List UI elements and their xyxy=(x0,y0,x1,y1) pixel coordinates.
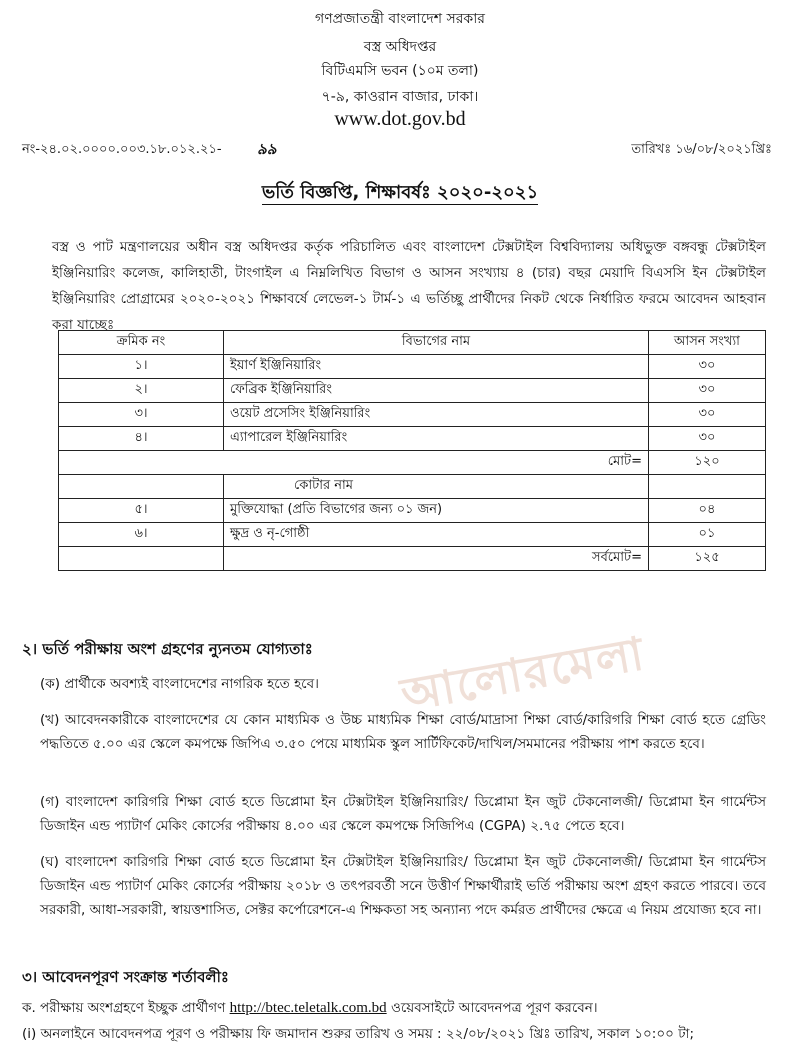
department-name: বস্ত্র অধিদপ্তর xyxy=(363,39,437,55)
table-row xyxy=(59,523,766,547)
row-serial: ৬। xyxy=(59,523,224,547)
row-seats: ৩০ xyxy=(649,355,766,379)
row-department: এ্যাপারেল ইঞ্জিনিয়ারিং xyxy=(224,427,649,451)
row-department: ইয়ার্ণ ইঞ্জিনিয়ারিং xyxy=(224,355,649,379)
header-department: বিভাগের নাম xyxy=(224,331,649,355)
row-serial: ৫। xyxy=(59,499,224,523)
section3-heading: ৩। আবেদনপূরণ সংক্রান্ত শর্তাবলীঃ xyxy=(22,968,229,986)
table-row xyxy=(59,403,766,427)
condition-ka-text: ক. পরীক্ষায় অংশগ্রহণে ইচ্ছুক প্রার্থীগণ xyxy=(22,1000,226,1016)
row-department: ফেব্রিক ইঞ্জিনিয়ারিং xyxy=(224,379,649,403)
office-building: বিটিএমসি ভবন (১০ম তলা) xyxy=(321,63,479,79)
condition-ka xyxy=(22,996,772,1020)
row-department: মুক্তিযোদ্ধা (প্রতি বিভাগের জন্য ০১ জন) xyxy=(224,499,649,523)
reference-number: নং-২৪.০২.০০০০.০০৩.১৮.০১২.২১- xyxy=(22,142,222,157)
grand-total-label: সর্বমোট= xyxy=(224,547,649,571)
table-row xyxy=(59,427,766,451)
table-header-row xyxy=(59,331,766,355)
quota-header-row xyxy=(59,475,766,499)
grand-total-value: ১২৫ xyxy=(649,547,766,571)
eligibility-ga: (গ) বাংলাদেশ কারিগরি শিক্ষা বোর্ড হতে ডিপ্লোমা ইন টেক্সটাইল ইঞ্জিনিয়ারিং/ ডিপ্লোমা ইন জুট টেকনোলজী/ ডিপ্লোমা ইন গার্মেন্টস ডিজাইন এন্ড প্যাটার্ণ মেকিং কোর্সের পরীক্ষায় ৪.০০ এর স্কেলে কমপক্ষে সিজিপিএ (CGPA) ২.৭৫ পেতে হবে। xyxy=(40,794,766,834)
row-seats: ০৪ xyxy=(649,499,766,523)
teletalk-link[interactable]: http://btec.teletalk.com.bd xyxy=(229,1000,387,1016)
subtotal-label: মোট= xyxy=(59,451,649,475)
table-row xyxy=(59,355,766,379)
row-department: ক্ষুদ্র ও নৃ-গোষ্ঠী xyxy=(224,523,649,547)
watermark-stamp: আলোরমেলা xyxy=(396,625,650,722)
gov-name: গণপ্রজাতন্ত্রী বাংলাদেশ সরকার xyxy=(315,11,485,27)
notice-title: ভর্তি বিজ্ঞপ্তি, শিক্ষাবর্ষঃ ২০২০-২০২১ xyxy=(261,182,539,203)
reference-signature: ৯৯ xyxy=(257,140,277,158)
row-seats: ৩০ xyxy=(649,427,766,451)
subtotal-value: ১২০ xyxy=(649,451,766,475)
row-serial: ২। xyxy=(59,379,224,403)
eligibility-kha: (খ) আবেদনকারীকে বাংলাদেশের যে কোন মাধ্যমিক ও উচ্চ মাধ্যমিক শিক্ষা বোর্ড/মাদ্রাসা শিক্ষা বোর্ড/কারিগরি শিক্ষা বোর্ড হতে গ্রেডিং পদ্ধতিতে ৫.০০ এর স্কেলে কমপক্ষে জিপিএ ৩.৫০ পেয়ে মাধ্যমিক স্কুল সার্টিফিকেট/দাখিল/সমমানের পরীক্ষায় পাশ করতে হবে। xyxy=(40,712,766,752)
website-url: www.dot.gov.bd xyxy=(334,108,466,130)
header-serial: ক্রমিক নং xyxy=(59,331,224,355)
seat-table xyxy=(58,330,766,571)
row-serial: ৪। xyxy=(59,427,224,451)
row-serial: ৩। xyxy=(59,403,224,427)
condition-ka-suffix: ওয়েবসাইটে আবেদনপত্র পূরণ করবেন। xyxy=(390,1000,598,1016)
row-serial: ১। xyxy=(59,355,224,379)
row-seats: ৩০ xyxy=(649,379,766,403)
office-address: ৭-৯, কাওরান বাজার, ঢাকা। xyxy=(321,89,479,105)
header-seats: আসন সংখ্যা xyxy=(649,331,766,355)
table-row xyxy=(59,379,766,403)
row-seats: ৩০ xyxy=(649,403,766,427)
eligibility-ka: (ক) প্রার্থীকে অবশ্যই বাংলাদেশের নাগরিক হতে হবে। xyxy=(40,676,319,692)
issue-date: তারিখঃ ১৬/০৮/২০২১খ্রিঃ xyxy=(631,142,772,157)
eligibility-gha: (ঘ) বাংলাদেশ কারিগরি শিক্ষা বোর্ড হতে ডিপ্লোমা ইন টেক্সটাইল ইঞ্জিনিয়ারিং/ ডিপ্লোমা ইন জুট টেকনোলজী/ ডিপ্লোমা ইন গার্মেন্টস ডিজাইন এন্ড প্যাটার্ণ মেকিং কোর্সের পরীক্ষায় ২০১৮ ও তৎপরবর্তী সনে উত্তীর্ণ শিক্ষার্থীরাই ভর্তি পরীক্ষায় অংশ গ্রহণ করতে পারবে। তবে সরকারী, আধা-সরকারী, স্বায়ত্তশাসিত, সেক্টর কর্পোরেশনে-এ শিক্ষকতা সহ অন্যান্য পদে কর্মরত প্রার্থীদের ক্ষেত্রে এ নিয়ম প্রযোজ্য হবে না। xyxy=(40,854,766,918)
quota-header: কোটার নাম xyxy=(224,475,649,499)
row-seats: ০১ xyxy=(649,523,766,547)
row-department: ওয়েট প্রসেসিং ইঞ্জিনিয়ারিং xyxy=(224,403,649,427)
condition-i: (i) অনলাইনে আবেদনপত্র পূরণ ও পরীক্ষায় ফি জমাদান শুরুর তারিখ ও সময় : ২২/০৮/২০২১ খ্রিঃ তারিখ, সকাল ১০:০০ টা; xyxy=(22,1026,695,1042)
subtotal-row xyxy=(59,451,766,475)
table-row xyxy=(59,499,766,523)
section2-heading: ২। ভর্তি পরীক্ষায় অংশ গ্রহণের ন্যুনতম যোগ্যতাঃ xyxy=(22,640,313,658)
grand-total-row xyxy=(59,547,766,571)
intro-paragraph: বস্ত্র ও পাট মন্ত্রণালয়ের অধীন বস্ত্র অধিদপ্তর কর্তৃক পরিচালিত এবং বাংলাদেশ টেক্সটাইল বিশ্ববিদ্যালয় অধিভুক্ত বঙ্গবন্ধু টেক্সটাইল ইঞ্জিনিয়ারিং কলেজ, কালিহাতী, টাংগাইল এ নিম্নলিখিত বিভাগ ও আসন সংখ্যায় ৪ (চার) বছর মেয়াদি বিএসসি ইন টেক্সটাইল ইঞ্জিনিয়ারিং প্রোগ্রামের ২০২০-২০২১ শিক্ষাবর্ষে লেভেল-১ টার্ম-১ এ ভর্তিচ্ছু প্রার্থীদের নিকট থেকে নির্ধারিত ফরমে আবেদন আহবান করা যাচ্ছেঃ xyxy=(52,239,766,333)
